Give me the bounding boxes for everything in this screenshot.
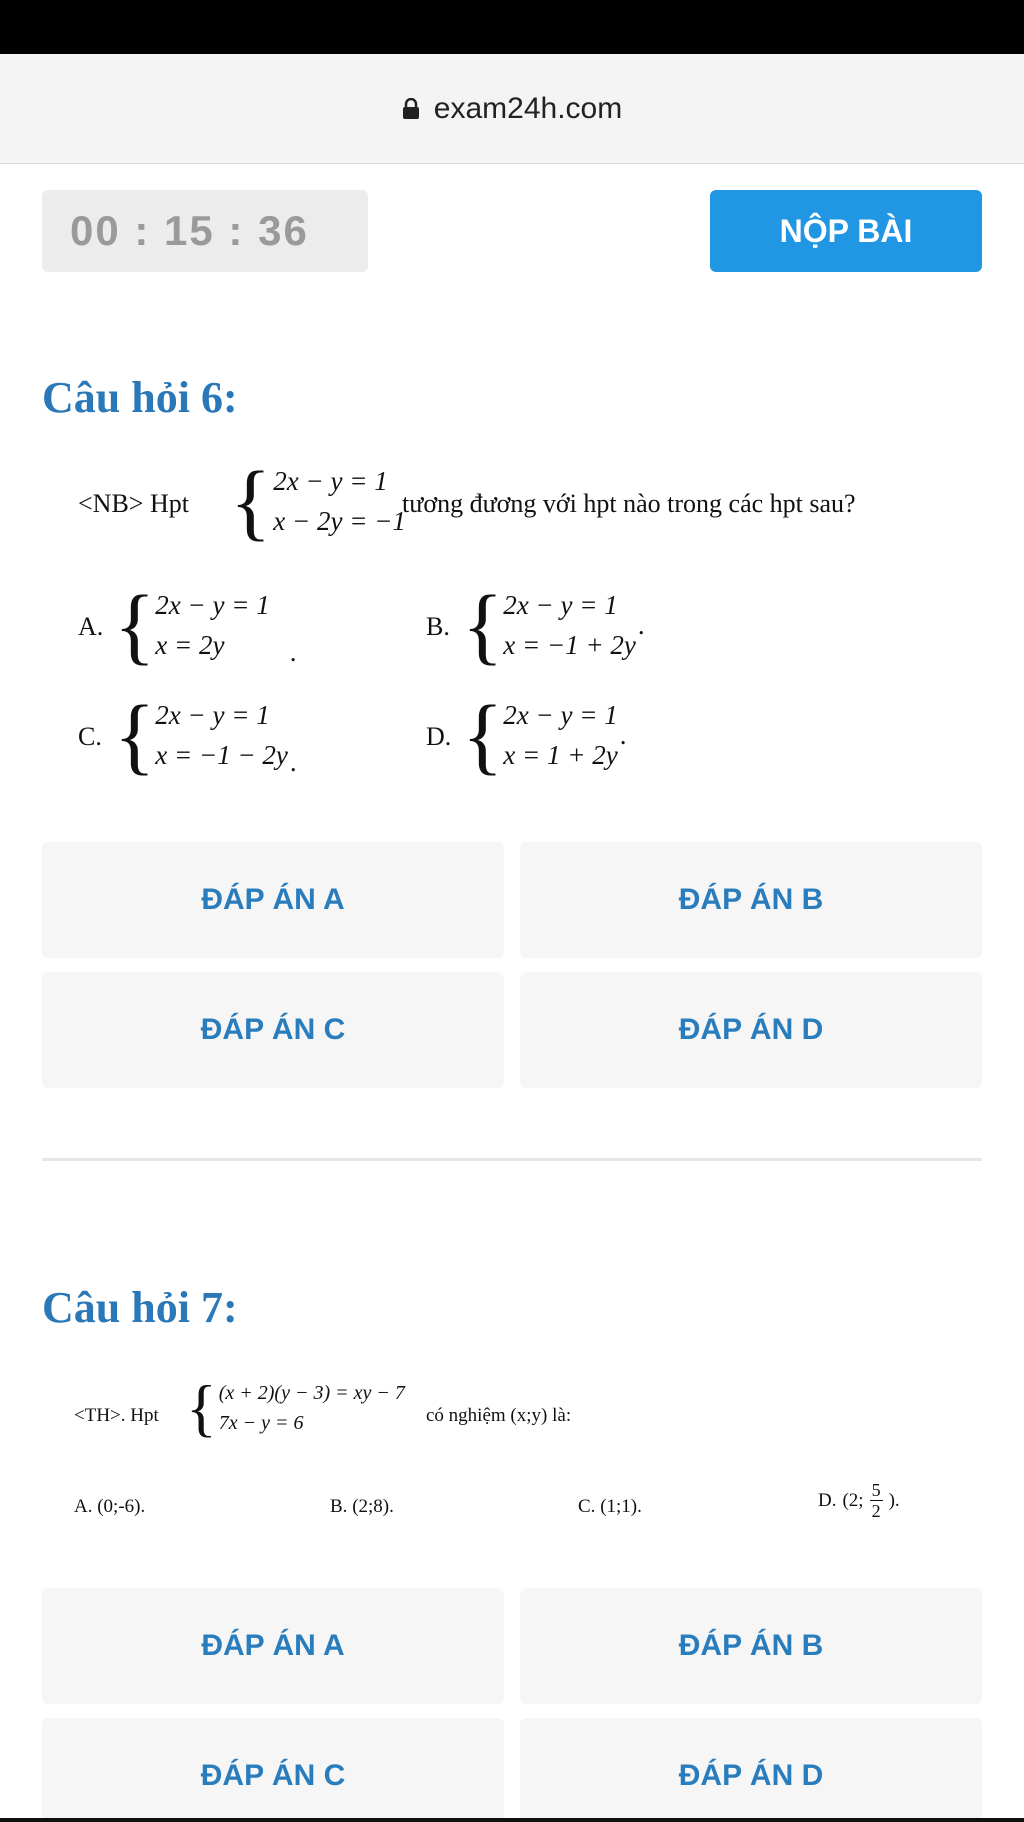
address-bar[interactable]	[0, 54, 1024, 164]
fraction-denominator: 2	[871, 1501, 881, 1521]
option-end: .	[289, 637, 297, 667]
option-c-label: C.	[78, 722, 102, 751]
option-value: (2;8).	[352, 1496, 394, 1517]
system-line: x = 2y	[155, 630, 225, 660]
option-label: B.	[330, 1496, 348, 1517]
q7-answer-a-button[interactable]: ĐÁP ÁN A	[42, 1588, 504, 1704]
q6-answer-d-button[interactable]: ĐÁP ÁN D	[520, 972, 982, 1088]
fraction-numerator: 5	[871, 1480, 881, 1500]
question-6-suffix: tương đương với hpt nào trong các hpt sau?	[402, 489, 856, 518]
question-divider	[42, 1158, 982, 1161]
system-line: 2x − y = 1	[503, 700, 618, 730]
q7-option-d	[818, 1480, 900, 1521]
option-a-system: { 2x − y = 1 x = 2y .	[114, 577, 297, 673]
option-end: .	[637, 609, 645, 640]
option-value: (2;	[842, 1489, 864, 1511]
lock-icon	[402, 98, 420, 120]
option-end: .	[619, 719, 627, 750]
option-c-system: { 2x − y = 1 x = −1 − 2y .	[114, 687, 297, 783]
q7-answer-b-button[interactable]: ĐÁP ÁN B	[520, 1588, 982, 1704]
bottom-edge	[0, 1818, 1024, 1822]
question-7-title: Câu hỏi 7:	[42, 1283, 238, 1332]
question-6-title: Câu hỏi 6:	[42, 373, 238, 422]
option-label: D.	[818, 1489, 837, 1511]
url-text: exam24h.com	[433, 92, 623, 125]
option-a-label: A.	[78, 612, 104, 641]
system-line: 2x − y = 1	[155, 590, 270, 620]
option-b-system: { 2x − y = 1 x = −1 + 2y .	[462, 577, 645, 673]
q7-option-c	[578, 1496, 642, 1518]
system-line: 7x − y = 6	[218, 1412, 304, 1434]
option-value: ).	[888, 1489, 900, 1511]
option-end: .	[289, 747, 297, 777]
system-line: 2x − y = 1	[503, 590, 618, 620]
option-d-label: D.	[426, 722, 452, 751]
question-7-prefix: <TH>. Hpt	[74, 1405, 159, 1426]
system-line: 2x − y = 1	[155, 700, 270, 730]
option-d-system: { 2x − y = 1 x = 1 + 2y .	[462, 687, 627, 783]
q6-answer-c-button[interactable]: ĐÁP ÁN C	[42, 972, 504, 1088]
fraction	[870, 1480, 883, 1521]
countdown-timer: 00 : 15 : 36	[42, 190, 368, 272]
q7-answer-c-button[interactable]: ĐÁP ÁN C	[42, 1718, 504, 1822]
option-value: (1;1).	[600, 1496, 642, 1517]
q7-answer-d-button[interactable]: ĐÁP ÁN D	[520, 1718, 982, 1822]
q6-answer-b-button[interactable]: ĐÁP ÁN B	[520, 842, 982, 958]
system-line: 2x − y = 1	[273, 466, 388, 496]
q6-answer-a-button[interactable]: ĐÁP ÁN A	[42, 842, 504, 958]
question-6-system: { 2x − y = 1 x − 2y = −1	[230, 453, 406, 549]
option-label: C.	[578, 1496, 596, 1517]
option-value: (0;-6).	[97, 1496, 146, 1517]
system-line: (x + 2)(y − 3) = xy − 7	[218, 1382, 405, 1404]
question-7-suffix: có nghiệm (x;y) là:	[426, 1405, 572, 1426]
question-6-prefix: <NB> Hpt	[78, 489, 189, 518]
q7-option-b	[330, 1496, 394, 1518]
system-line: x = −1 + 2y	[503, 630, 636, 660]
system-line: x − 2y = −1	[273, 506, 406, 536]
question-7-system: { (x + 2)(y − 3) = xy − 7 7x − y = 6	[186, 1372, 405, 1443]
submit-button[interactable]: NỘP BÀI	[710, 190, 982, 272]
system-line: x = 1 + 2y	[503, 740, 618, 770]
status-bar	[0, 0, 1024, 54]
system-line: x = −1 − 2y	[155, 740, 288, 770]
option-label: A.	[74, 1496, 93, 1517]
q7-option-a	[74, 1496, 145, 1518]
option-b-label: B.	[426, 612, 450, 641]
